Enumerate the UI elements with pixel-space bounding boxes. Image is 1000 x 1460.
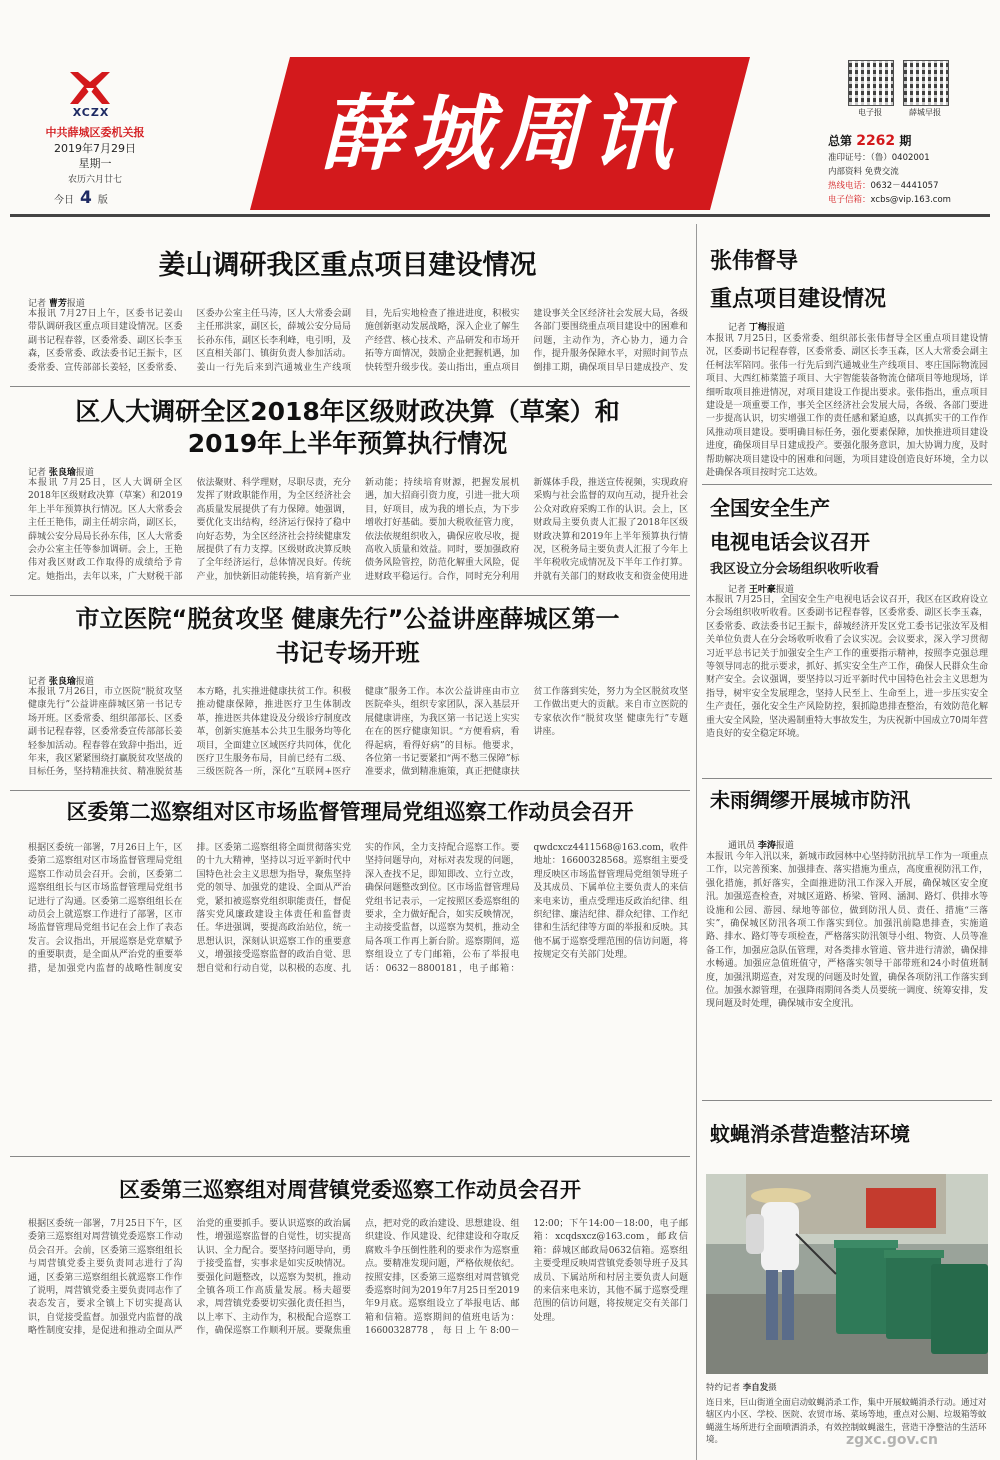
article-body: 本报讯 7月27日上午，区委书记姜山带队调研我区重点项目建设情况。区委副书记程春蓉，区委常委、副区长李玉森，区委常委、政法委书记王振卡，区委常委、宣传部部长姜轻，区委常委、区委办公室主任马涛，区人大常委会副主任邢洪家，副区长，薛城公安分局局长孙东伟，副区长李利峰，电引明，及区直相关部门、镇街负责人参加活动。姜山一行先后来到汽通城业生产线项目，先后实地检查了推进进度，积极实施创新驱动发展战略，深入企业了解生产经营、核心技术、产品研发和市场开拓等方面情况，鼓励企业把握机遇，加快转型升级步伐。姜山指出，重点项目建设事关全区经济社会发展大局，各级各部门要围绕重点项目建设中的困难和问题，主动作为，齐心协力，通力合作，提升服务保障水平，对照时间节点倒排工期，确保项目早日建成投产、发 bbox=[28, 309, 688, 373]
byline-suffix: 报道 bbox=[75, 468, 94, 478]
headline: 市立医院“脱贫攻坚 健康先行”公益讲座薛城区第一书记专场开班 bbox=[75, 605, 620, 667]
divider bbox=[702, 1100, 992, 1101]
page-count-suffix: 版 bbox=[97, 194, 108, 206]
news-photo bbox=[706, 1174, 988, 1374]
issue-suffix: 期 bbox=[899, 134, 912, 148]
divider bbox=[702, 484, 992, 485]
article-body: 根据区委统一部署，7月26日上午，区委第二巡察组对区市场监督管理局党组巡察工作动员会召开。会前，区委第二巡察组组长与区市场监督管理局党组书记进行了沟通。区委第二巡察组组长在动员会上就巡察工作进行了部署，区市场监督管理局党组书记在会上作了表态发言。会议指出，开展巡察是党章赋予的重要职责，是全面从严治党的重要举措，是加强党内监督的战略性制度安排。区委第二巡察组将全面贯彻落实党的十九大精神，坚持以习近平新时代中国特色社会主义思想为指导，聚焦坚持党的领导、加强党的建设、全面从严治党，紧扣被巡察党组织职能责任，督促落实党风廉政建设主体责任和监督责任。华进强调，要提高政治站位，统一思想认识，深刻认识巡察工作的重要意义，增强接受巡察监督的政治自觉、思想自觉和行动自觉，以积极的态度、扎实的作风，全力支持配合巡察工作。要坚持问题导向，对标对表发现的问题，深入查找不足，即知即改、立行立改，确保问题整改到位。区市场监督管理局党组书记表示，一定按照区委巡察组的要求，全力做好配合，如实反映情况，主动接受监督，以巡察为契机，推动全局各项工作再上新台阶。巡察期间，巡察组设立了专门邮箱，公布了举报电话：0632－8800181，电子邮箱：qwdcxcz4411568@163.com，收件地址：16600328568。巡察组主要受理反映区市场监督管理局党组领导班子及其成员、下属单位主要负责人的来信来电来访，重点受理违反政治纪律、组织纪律、廉洁纪律、群众纪律、工作纪律和生活纪律等方面的举报和反映。其他不属于巡察受理范围的信访问题，将按规定交有关部门处理。 bbox=[28, 843, 688, 974]
byline-name: 李涛 bbox=[757, 841, 776, 851]
byline-name: 丁梅 bbox=[748, 323, 767, 333]
byline-name: 曹芳 bbox=[48, 299, 67, 309]
permit-line bbox=[828, 151, 930, 163]
headline-line2: 重点项目建设情况 bbox=[710, 287, 887, 312]
headline-line1: 全国安全生产 bbox=[710, 496, 830, 520]
org-name: 中共薛城区委机关报 bbox=[45, 126, 145, 139]
divider bbox=[10, 595, 690, 596]
byline bbox=[728, 320, 785, 333]
article-body: 根据区委统一部署，7月25日下午，区委第三巡察组对周营镇党委巡察工作动员会召开。会前，区委第三巡察组组长与周营镇党委主要负责同志进行了沟通，区委第三巡察组组长就巡察工作作了说明，周营镇党委主要负责同志作了表态发言，要求全镇上下切实提高认识，自觉接受监督。加强党内监督的战略性制度安排，是促进和推动全面从严治党的重要抓手。要认识巡察的政治属性，增强巡察监督的自觉性，切实提高认识、全力配合。要坚持问题导向，勇于接受监督，实事求是如实反映情况。要强化问题整改，以巡察为契机，推动全镇各项工作高质量发展。杨夫超要求，周营镇党委要切实强化责任担当，以上率下、主动作为，积极配合巡察工作，确保巡察工作顺利开展。要聚焦重点，把对党的政治建设、思想建设、组织建设、作风建设、纪律建设和夺取反腐败斗争压倒性胜利的要求作为巡察重点。要精准发现问题，严格依规依纪。按照安排，区委第三巡察组对周营镇党委巡察时间为2019年7月25日至2019年9月底。巡察组设立了举报电话、邮箱和信箱。巡察期间的值班电话为：16600328778，每日上午8:00－12:00；下午14:00－18:00，电子邮箱：xcqdsxcz@163.com，邮政信箱：薛城区邮政局0632信箱。巡察组主要受理反映周营镇党委领导班子及其成员、下属站所和村居主要负责人问题的来信来电来访，其他不属于巡察受理范围的信访问题，将按规定交有关部门处理。 bbox=[28, 1219, 688, 1337]
issue-num: 2262 bbox=[856, 133, 896, 149]
qr-code-epaper[interactable] bbox=[848, 60, 894, 106]
headline-line2: 电视电话会议召开 bbox=[710, 530, 870, 554]
divider bbox=[10, 1156, 690, 1157]
byline-role: 通讯员 bbox=[728, 841, 756, 851]
article-body: 本报讯 7月25日，区人大调研全区2018年区级财政决算（草案）和2019年上半年预算执行情况。区人大常委会主任王艳伟，副主任胡宗尚，副区长，薛城公安分局局长孙东伟，区人大常委会办公室主任等参加调研。会上，王艳伟对我区财政工作取得的成绩给予肯定。她指出，去年以来，广大财税干部依法聚财、科学理财，尽职尽责，充分发挥了财政职能作用，为全区经济社会高质量发展提供了有力保障。她强调，要优化支出结构，经济运行保持了稳中向好态势，为全区经济社会持续健康发展提供了有力支撑。区级财政决算反映了全年经济运行，总体情况良好。传统产业，加快新旧动能转换，培育新产业新动能；持续培育财源，把握发展机遇，加大招商引资力度，引进一批大项目，好项目，成为我的增长点，为下步增收打好基础。要加大税收征管力度，依法依规组织收入，确保应收尽收，提高收入质量和效益。同时，要加强政府债务风险管控，防范化解重大风险，促进财政平稳运行。合作，同时充分利用新媒体手段，推送宣传视频，实现政府采购与社会监督的双向互动，提升社会公众对政府采购工作的认识。会上，区财政局主要负责人汇报了2018年区级财政决算和2019年上半年预算执行情况，区税务局主要负责人汇报了今年上半年税收完成情况及下半年工作打算。并就有关部门的财政收支和资金使用进 bbox=[28, 478, 688, 582]
byline-name: 张良瑜 bbox=[48, 468, 76, 478]
byline-suffix: 报道 bbox=[766, 323, 785, 333]
newspaper-logo-icon bbox=[64, 70, 116, 106]
divider bbox=[702, 778, 992, 779]
article-body: 本报讯 今年入汛以来，新城市政园林中心坚持防汛抗旱工作为一项重点工作，以完善预案、加强排查、落实措施为重点，高度重视防汛工作，强化措施，抓好落实，全面推进防汛工作深入开展，确保城区安全度汛。加强巡查检查，对城区道路、桥梁、管网、涵洞、路灯、供排水等设施和公园、游园、绿地等部位，做到防汛人员、责任、措施“三落实”，确保城区防汛各项工作落实到位。加强汛前隐患排查，实施道路、排水、路灯等专项检查，严格落实防汛领导小组、物资、人员等准备工作，加强应急队伍管理，对各类排水管道、管井进行清淤，确保排水畅通。加强应急值班值守，严格落实领导干部带班和24小时值班制度，加强汛期巡查，对发现的问题及时处置，确保各项防汛工作落实到位。加强水源管理，在强降雨期间各类人员要统一调度、统筹安排，发现问题及时处理，确保城市安全度汛。 bbox=[706, 852, 988, 1010]
byline-role: 记者 bbox=[728, 585, 747, 595]
byline-name: 王叶豪 bbox=[748, 585, 776, 595]
caption-suffix: 摄 bbox=[768, 1383, 777, 1393]
byline-suffix: 报道 bbox=[75, 677, 94, 687]
headline: 区委第三巡察组对周营镇党委巡察工作动员会召开 bbox=[119, 1178, 581, 1202]
page-count-prefix: 今日 bbox=[54, 194, 74, 206]
issue-prefix: 总第 bbox=[828, 134, 853, 148]
email-label: 电子信箱： bbox=[828, 195, 871, 205]
subhead: 我区设立分会场组织收听收看 bbox=[710, 562, 880, 577]
divider bbox=[10, 386, 690, 387]
issue-number bbox=[828, 132, 911, 149]
article-body: 本报讯 7月26日，市立医院“脱贫攻坚 健康先行”公益讲座薛城区第一书记专场开班。区委常委、组织部部长、区委副书记程春蓉，区委常委宣传部部长姜轻参加活动。程春蓉在致辞中指出，近年来，我区紧紧围绕打赢脱贫攻坚战的目标任务，坚持精准扶贫、精准脱贫基本方略，扎实推进健康扶贫工作。积极推动健康保障，推进医疗卫生体制改革，推进医共体建设及分级诊疗制度改革，创新实施基本公共卫生服务均等化项目，全面建立区域医疗共同体，优化医疗卫生服务布局，目前已经有二级、三级医院各一所，深化“互联网+医疗健康”服务工作。本次公益讲座由市立医院牵头，组织专家团队，深入基层开展健康讲座，为我区第一书记送上实实在在的医疗健康知识。“方便看病，看得起病，看得好病”的目标。他要求，各位第一书记要紧扣“两不愁三保障”标准要求，做到精准施策，真正把健康扶贫工作落到实处，努力为全区脱贫攻坚工作做出更大的贡献。来自市立医院的专家依次作“脱贫攻坚 健康先行”专题讲座。 bbox=[28, 687, 688, 778]
headline: 姜山调研我区重点项目建设情况 bbox=[158, 250, 537, 281]
title-banner bbox=[250, 57, 750, 210]
internal-note: 内部资料 免费交流 bbox=[828, 167, 899, 177]
byline bbox=[728, 838, 794, 851]
byline-role: 记者 bbox=[28, 677, 47, 687]
page-count bbox=[54, 188, 144, 208]
issue-date: 2019年7月29日 bbox=[54, 142, 136, 155]
hotline-value: 0632－4441057 bbox=[870, 181, 939, 191]
article-body: 本报讯 7月25日，全国安全生产电视电话会议召开，我区在区政府设立分会场组织收听收看。区委副书记程春蓉，区委常委、副区长李玉森，区委常委、政法委书记王振卡，薛城经济开发区党工委书记张汝军及相关单位负责人在分会场收听收看了会议实况。会议要求，深入学习贯彻习近平总书记关于加强安全生产工作的重要指示精神，按照李克强总理等领导同志的批示要求，抓好、抓实安全生产工作，确保人民群众生命财产安全。会议强调，要坚持以习近平新时代中国特色社会主义思想为指导，树牢安全发展理念，坚持人民至上、生命至上，进一步压实安全生产责任，强化安全生产风险防控，狠抓隐患排查整治，有效防范化解重大安全风险，坚决遏制重特大事故发生，为庆祝新中国成立70周年营造良好的安全稳定环境。 bbox=[706, 595, 988, 740]
qr1-label: 电子报 bbox=[858, 108, 882, 117]
qr-code-morning[interactable] bbox=[903, 60, 949, 106]
caption-text: 连日来，巨山街道全面启动蚊蝇消杀工作，集中开展蚊蝇消杀行动。通过对辖区内小区、学校、医院、农贸市场、菜场等地，重点对公厕、垃圾箱等蚊蝇滋生场所进行全面喷洒消杀，有效控制蚊蝇滋生，营造干净整洁的生活环境。 bbox=[706, 1397, 987, 1445]
divider bbox=[10, 790, 690, 791]
byline-suffix: 报道 bbox=[775, 841, 794, 851]
qr2-label: 薛城早报 bbox=[909, 108, 941, 117]
email bbox=[828, 193, 951, 205]
article-body: 本报讯 7月25日，区委常委、组织部长张伟督导全区重点项目建设情况，区委副书记程春蓉，区委常委、副区长李玉森，区人大常委会副主任柯法军陪同。张伟一行先后到汽通城业生产线项目、枣庄国际物流园项目、大西红柿菜篮子项目、大宇智能装备物流仓储项目等地现场，详细听取项目推进情况，对项目建设工作提出要求。张伟指出，重点项目建设是一项重要工作，事关全区经济社会发展大局，各级、各部门要进一步提高认识，切实增强工作的责任感和紧迫感，以真抓实干的工作作风推动项目建设。要明确目标任务，强化要素保障，加快推进项目建设进度，确保项目早日建成投产。要强化服务意识，加大协调力度，及时帮助解决项目建设中的困难和问题，为项目建设创造良好环境，全力以赴确保各项目按时完工达效。 bbox=[706, 334, 988, 479]
headline: 未雨绸缪开展城市防汛 bbox=[710, 788, 910, 812]
headline-line1: 张伟督导 bbox=[710, 249, 799, 274]
headline: 区委第二巡察组对区市场监督管理局党组巡察工作动员会召开 bbox=[66, 800, 634, 824]
masthead-rule bbox=[10, 214, 990, 217]
byline-role: 记者 bbox=[28, 299, 47, 309]
byline-suffix: 报道 bbox=[66, 299, 85, 309]
hotline bbox=[828, 179, 939, 191]
page-count-number: 4 bbox=[80, 188, 92, 208]
caption-role: 特约记者 bbox=[706, 1383, 741, 1393]
weekday: 星期一 bbox=[78, 157, 112, 170]
email-value: xcbs@vip.163.com bbox=[870, 195, 951, 205]
byline-suffix: 报道 bbox=[775, 585, 794, 595]
permit-value: （鲁）0402001 bbox=[870, 153, 930, 163]
newspaper-title: 薛城周讯 bbox=[320, 86, 680, 182]
headline: 蚊蝇消杀营造整洁环境 bbox=[710, 1122, 910, 1146]
headline: 区人大调研全区2018年区级财政决算（草案）和2019年上半年预算执行情况 bbox=[75, 397, 620, 458]
permit-label: 准印证号： bbox=[828, 153, 871, 163]
column-divider bbox=[696, 224, 697, 1460]
byline-role: 记者 bbox=[728, 323, 747, 333]
caption-name: 李自发 bbox=[742, 1383, 769, 1393]
logo-text: XCZX bbox=[72, 106, 110, 119]
byline-name: 张良瑜 bbox=[48, 677, 76, 687]
masthead bbox=[0, 0, 1000, 220]
byline-role: 记者 bbox=[28, 468, 47, 478]
hotline-label: 热线电话： bbox=[828, 181, 871, 191]
watermark: zgxc.gov.cn bbox=[846, 1432, 939, 1448]
lunar-date: 农历六月廿七 bbox=[67, 175, 122, 185]
